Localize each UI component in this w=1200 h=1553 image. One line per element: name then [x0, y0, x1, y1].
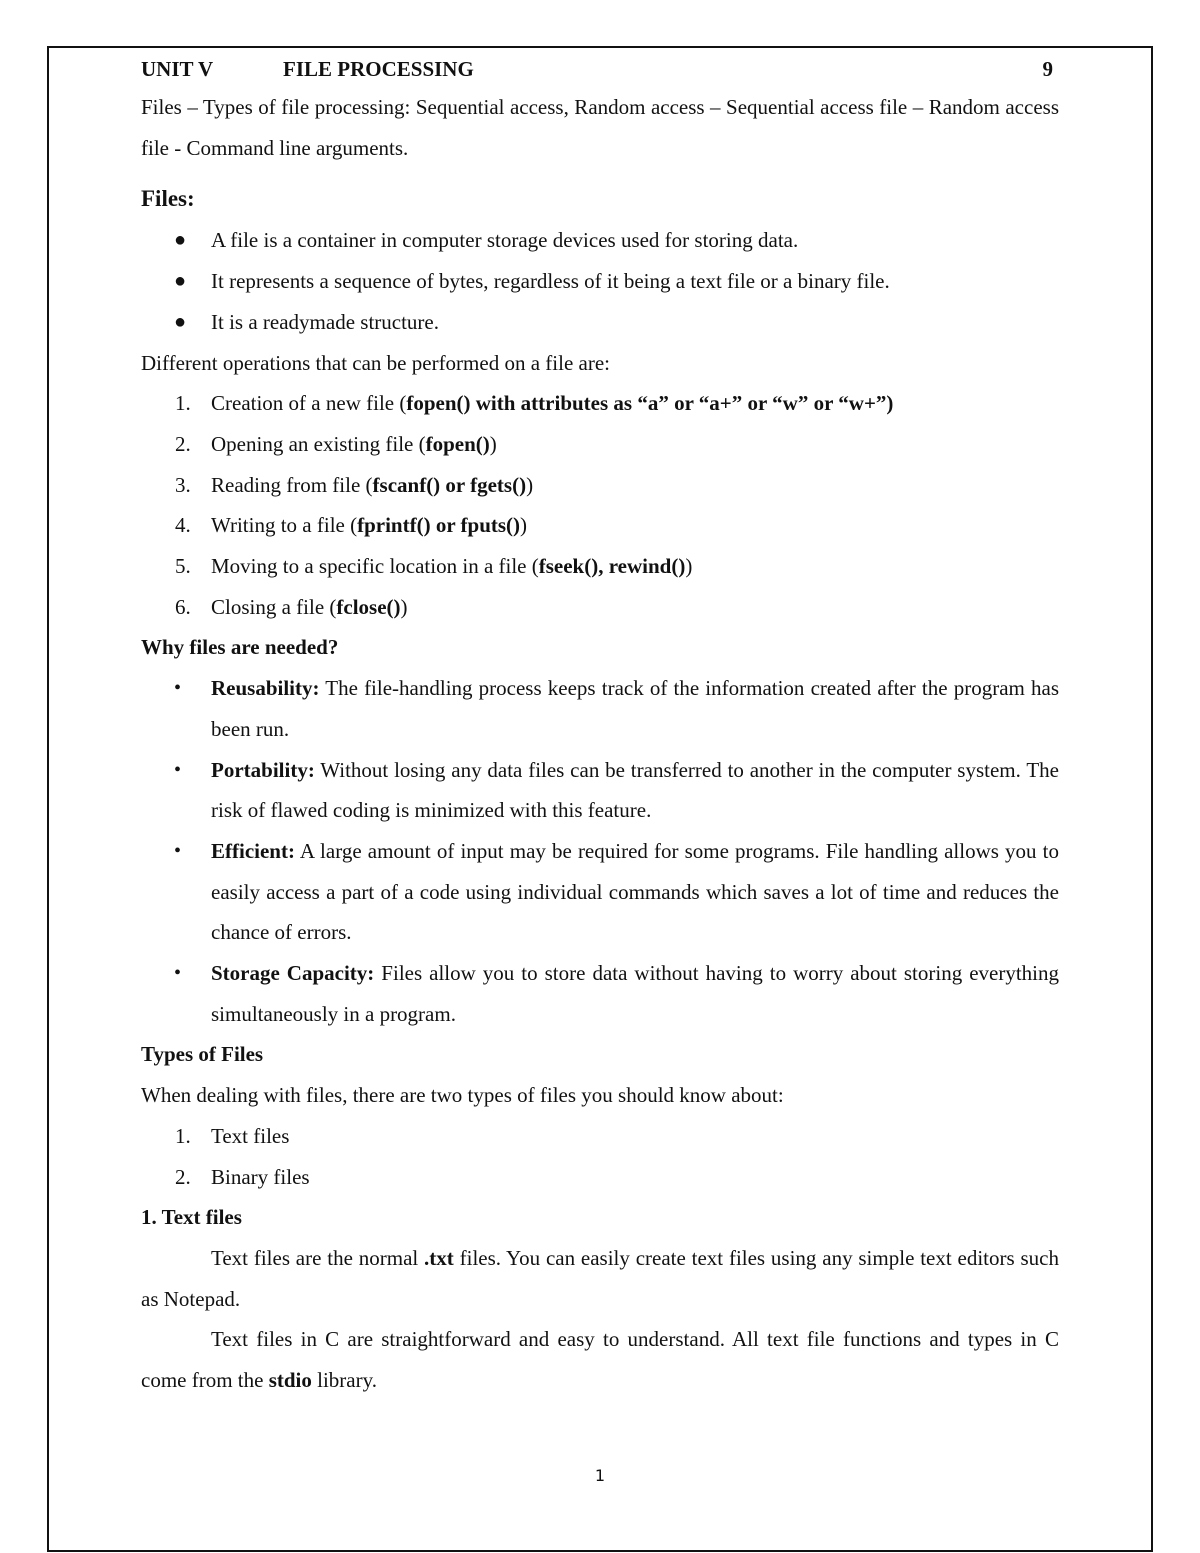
list-item: 3. Reading from file (fscanf() or fgets()) [175, 472, 534, 497]
list-item: 4. Writing to a file (fprintf() or fputs()) [175, 513, 528, 538]
why-files-heading: Why files are needed? [141, 635, 339, 660]
list-item: ● It represents a sequence of bytes, regardless of it being a text file or a binary file. [141, 261, 1059, 302]
list-item: ● It is a readymade structure. [141, 302, 1059, 343]
list-item: 2. Binary files [175, 1164, 310, 1189]
list-item: ● A file is a container in computer storage devices used for storing data. [141, 220, 1059, 261]
file-types-list [141, 1116, 1059, 1197]
files-heading: Files: [141, 186, 195, 212]
operations-intro: Different operations that can be performed on a file are: [141, 350, 610, 375]
files-bullet-list [141, 220, 1059, 342]
list-item: 6. Closing a file (fclose()) [175, 594, 408, 619]
syllabus-text: Files – Types of file processing: Sequential access, Random access – Sequential access file – Random access file - Command line arguments. [141, 95, 1059, 160]
operations-list [141, 383, 1059, 627]
list-item: 5. Moving to a specific location in a file (fseek(), rewind()) [175, 554, 693, 579]
unit-header [141, 54, 1059, 84]
list-item: 1. Text files [175, 1123, 290, 1148]
bullet-icon: • [174, 677, 182, 700]
list-item: 2. Opening an existing file (fopen()) [175, 431, 497, 456]
bullet-icon: ● [174, 229, 187, 252]
bullet-icon: ● [174, 270, 187, 293]
page-number: 1 [594, 1466, 606, 1485]
text-files-heading: 1. Text files [141, 1205, 242, 1230]
document-body [141, 54, 1059, 1401]
unit-hours: 9 [1042, 57, 1053, 81]
list-item: 1. Creation of a new file (fopen() with attributes as “a” or “a+” or “w” or “w+”) [175, 391, 894, 416]
bullet-icon: • [174, 962, 182, 985]
unit-title: FILE PROCESSING [283, 57, 474, 81]
list-item: • Efficient: A large amount of input may be required for some programs. File handling allows you to easily access a part of a code using individual commands which saves a lot of time and reduces the chance of errors. [141, 831, 1059, 953]
bullet-icon: ● [174, 310, 187, 333]
bullet-icon: • [174, 758, 182, 781]
list-item: • Reusability: The file-handling process keeps track of the information created after the program has been run. [141, 668, 1059, 749]
text-files-paragraph-2: Text files in C are straightforward and easy to understand. All text file functions and types in C come from the stdio library. [141, 1327, 1059, 1393]
types-of-files-heading: Types of Files [141, 1042, 264, 1067]
list-item: • Portability: Without losing any data files can be transferred to another in the computer system. The risk of flawed coding is minimized with this feature. [141, 750, 1059, 831]
why-files-list [141, 668, 1059, 1034]
bullet-icon: • [174, 839, 182, 862]
text-files-paragraph-1: Text files are the normal .txt files. You can easily create text files using any simple text editors such as Notepad. [141, 1245, 1059, 1311]
list-item: • Storage Capacity: Files allow you to store data without having to worry about storing everything simultaneously in a program. [141, 953, 1059, 1034]
types-intro: When dealing with files, there are two types of files you should know about: [141, 1083, 784, 1108]
unit-label: UNIT V [141, 57, 214, 81]
